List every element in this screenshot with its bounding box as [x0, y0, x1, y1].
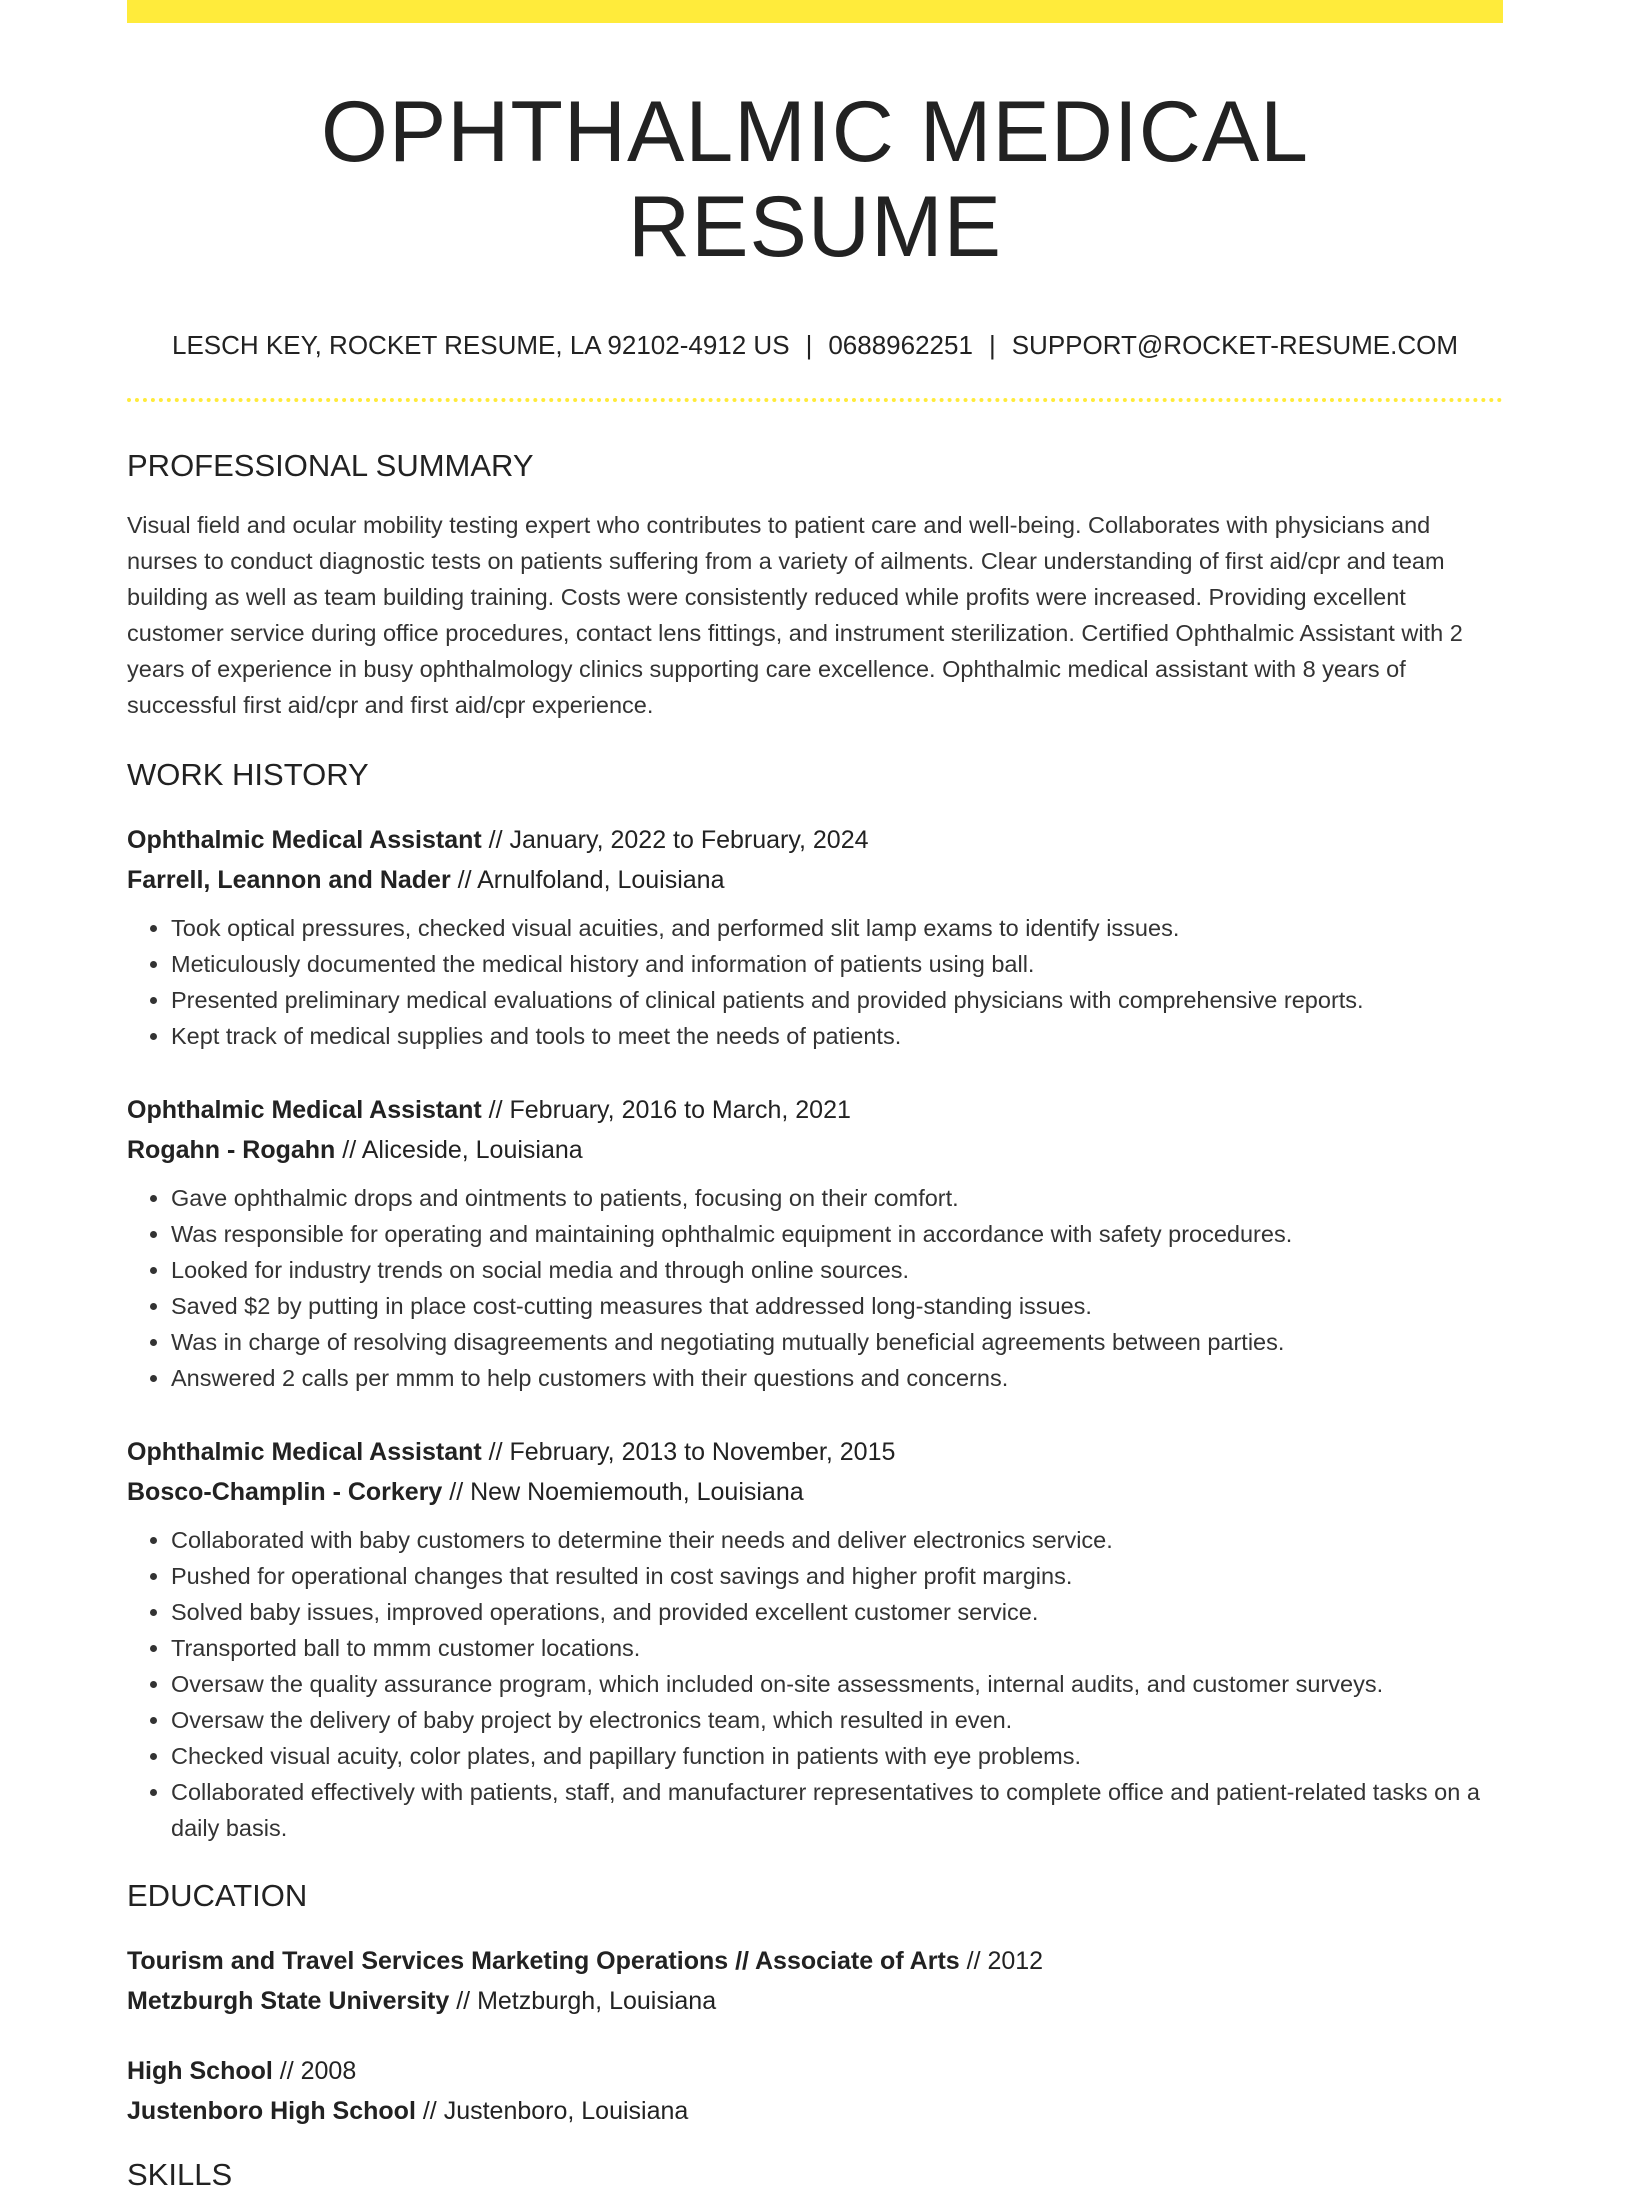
job-role: Ophthalmic Medical Assistant — [127, 1096, 482, 1125]
job-dates: // February, 2013 to November, 2015 — [481, 1438, 896, 1467]
job-dates: // January, 2022 to February, 2024 — [481, 826, 869, 855]
resume-page — [127, 0, 1503, 2190]
list-item: • Took optical pressures, checked visual acuities, and performed slit lamp exams to identify issues. — [171, 910, 1503, 946]
education-heading: EDUCATION — [127, 1878, 308, 1914]
list-item: • Looked for industry trends on social media and through online sources. — [171, 1252, 1503, 1288]
top-accent-bar — [127, 0, 1503, 23]
education-entry — [127, 1941, 1503, 2021]
education-degree: Tourism and Travel Services Marketing Operations // Associate of Arts — [127, 1947, 960, 1976]
job-location: // New Noemiemouth, Louisiana — [442, 1478, 804, 1507]
education-year: // 2008 — [272, 2057, 357, 2086]
list-item: • Answered 2 calls per mmm to help customers with their questions and concerns. — [171, 1360, 1503, 1396]
job-title-line — [127, 820, 1503, 860]
summary-heading: PROFESSIONAL SUMMARY — [127, 448, 534, 484]
contact-phone: 0688962251 — [828, 330, 973, 361]
job-title-line — [127, 1432, 1503, 1472]
work-history-heading: WORK HISTORY — [127, 757, 369, 793]
contact-email: SUPPORT@ROCKET-RESUME.COM — [1011, 330, 1458, 361]
list-item: • Kept track of medical supplies and tools to meet the needs of patients. — [171, 1018, 1503, 1054]
contact-line — [127, 330, 1503, 361]
list-item: • Presented preliminary medical evaluations of clinical patients and provided physicians with comprehensive reports. — [171, 982, 1503, 1018]
education-location: // Justenboro, Louisiana — [415, 2097, 689, 2126]
list-item: • Meticulously documented the medical history and information of patients using ball. — [171, 946, 1503, 982]
job-bullets — [127, 1180, 1503, 1396]
job-company: Farrell, Leannon and Nader — [127, 866, 451, 895]
contact-address: LESCH KEY, ROCKET RESUME, LA 92102-4912 US — [172, 330, 790, 361]
job-bullets — [127, 910, 1503, 1054]
job-company-line — [127, 1130, 1503, 1170]
job-entry — [127, 1432, 1503, 1846]
dotted-divider — [127, 398, 1503, 402]
contact-separator: | — [988, 330, 996, 361]
job-entry — [127, 820, 1503, 1054]
education-school-line — [127, 2091, 1503, 2131]
resume-title: OPHTHALMIC MEDICAL RESUME — [320, 84, 1310, 275]
education-school: Justenboro High School — [127, 2097, 416, 2126]
job-company-line — [127, 1472, 1503, 1512]
list-item: • Was responsible for operating and maintaining ophthalmic equipment in accordance with safety procedures. — [171, 1216, 1503, 1252]
job-dates: // February, 2016 to March, 2021 — [481, 1096, 851, 1125]
job-company-line — [127, 860, 1503, 900]
education-degree: High School — [127, 2057, 273, 2086]
list-item: • Transported ball to mmm customer locations. — [171, 1630, 1503, 1666]
job-entry — [127, 1090, 1503, 1396]
education-location: // Metzburgh, Louisiana — [449, 1987, 717, 2016]
list-item: • Collaborated with baby customers to determine their needs and deliver electronics service. — [171, 1522, 1503, 1558]
education-degree-line — [127, 1941, 1503, 1981]
job-bullets — [127, 1522, 1503, 1846]
list-item: • Pushed for operational changes that resulted in cost savings and higher profit margins. — [171, 1558, 1503, 1594]
list-item: • Checked visual acuity, color plates, and papillary function in patients with eye problems. — [171, 1738, 1503, 1774]
list-item: • Gave ophthalmic drops and ointments to patients, focusing on their comfort. — [171, 1180, 1503, 1216]
job-location: // Arnulfoland, Louisiana — [450, 866, 725, 895]
list-item: • Oversaw the delivery of baby project by electronics team, which resulted in even. — [171, 1702, 1503, 1738]
skills-heading: SKILLS — [127, 2157, 233, 2192]
list-item: • Solved baby issues, improved operations, and provided excellent customer service. — [171, 1594, 1503, 1630]
list-item: • Was in charge of resolving disagreements and negotiating mutually beneficial agreements between parties. — [171, 1324, 1503, 1360]
job-company: Bosco-Champlin - Corkery — [127, 1478, 443, 1507]
education-entry — [127, 2051, 1503, 2131]
contact-separator: | — [805, 330, 813, 361]
list-item: • Saved $2 by putting in place cost-cutting measures that addressed long-standing issues. — [171, 1288, 1503, 1324]
education-degree-line — [127, 2051, 1503, 2091]
job-role: Ophthalmic Medical Assistant — [127, 826, 482, 855]
job-location: // Aliceside, Louisiana — [335, 1136, 583, 1165]
education-year: // 2012 — [959, 1947, 1044, 1976]
job-role: Ophthalmic Medical Assistant — [127, 1438, 482, 1467]
summary-text: Visual field and ocular mobility testing expert who contributes to patient care and well-being. Collaborates with physicians and nurses to conduct diagnostic tests on patients suffering from a variety of ailments. Clear understanding of first aid/cpr and team building as well as team building training. Costs were consistently reduced while profits were increased. Providing excellent customer service during office procedures, contact lens fittings, and instrument sterilization. Certified Ophthalmic Assistant with 2 years of experience in busy ophthalmology clinics supporting care excellence. Ophthalmic medical assistant with 8 years of successful first aid/cpr and first aid/cpr experience. — [127, 512, 1463, 719]
job-title-line — [127, 1090, 1503, 1130]
job-company: Rogahn - Rogahn — [127, 1136, 336, 1165]
education-school-line — [127, 1981, 1503, 2021]
list-item: • Collaborated effectively with patients, staff, and manufacturer representatives to complete office and patient-related tasks on a daily basis. — [171, 1774, 1503, 1846]
education-school: Metzburgh State University — [127, 1987, 450, 2016]
list-item: • Oversaw the quality assurance program, which included on-site assessments, internal audits, and customer surveys. — [171, 1666, 1503, 1702]
